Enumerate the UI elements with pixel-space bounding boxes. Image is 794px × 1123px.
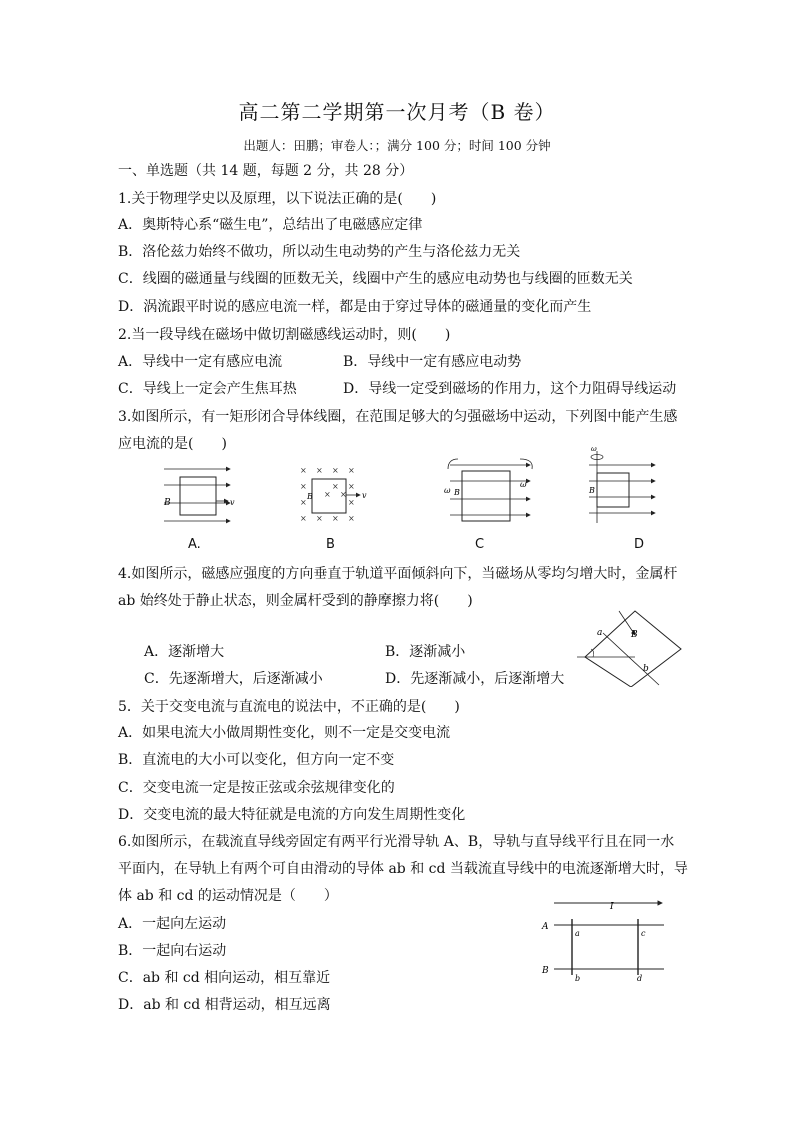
q6-stem-line1: 6.如图所示，在载流直导线旁固定有两平行光滑导轨 A、B，导轨与直导线平行且在同一水	[118, 834, 675, 850]
q6-option-b: B．一起向右运动	[118, 943, 227, 959]
svg-text:×: ×	[332, 466, 339, 475]
q3d-field-label: B	[589, 486, 595, 495]
q3b-velocity-label: v	[362, 491, 367, 500]
q4-stem-line2: ab 始终处于静止状态，则金属杆受到的静摩擦力将( )	[118, 593, 473, 609]
q6-stem-line3: 体 ab 和 cd 的运动情况是（ ）	[118, 888, 338, 904]
q3b-field-label: B	[307, 492, 313, 501]
exam-meta: 出题人：田鹏；审卷人：；满分 100 分；时间 100 分钟	[243, 138, 551, 153]
q3c-field-label: B	[454, 488, 460, 497]
page-title: 高二第二学期第一次月考（B 卷）	[238, 100, 556, 124]
q3-figure-c	[440, 455, 540, 525]
q3-caption-d: D	[634, 537, 645, 552]
svg-text:×: ×	[348, 482, 355, 491]
q3-stem-line1: 3.如图所示，有一矩形闭合导体线圈，在范围足够大的匀强磁场中运动，下列图中能产生感	[118, 409, 678, 425]
svg-text:×: ×	[300, 466, 307, 475]
q2-option-a: A．导线中一定有感应电流	[118, 354, 283, 370]
q5-option-b: B．直流电的大小可以变化，但方向一定不变	[118, 752, 395, 768]
q2-stem: 2.当一段导线在磁场中做切割磁感线运动时，则( )	[118, 327, 451, 343]
q3-caption-b: B	[326, 537, 335, 552]
svg-text:×: ×	[324, 490, 331, 499]
q6-label-a: a	[575, 929, 580, 938]
q3-caption-a: A.	[188, 537, 201, 552]
q3-figure-a	[160, 465, 240, 527]
svg-text:×: ×	[332, 482, 339, 491]
q3-stem-line2: 应电流的是( )	[118, 436, 227, 452]
q6-stem-line2: 平面内，在导轨上有两个可自由滑动的导体 ab 和 cd 当载流直导线中的电流逐渐增大时，导	[118, 861, 688, 877]
q1-option-a: A．奥斯特心系“磁生电”，总结出了电磁感应定律	[118, 217, 423, 233]
q4-stem-line1: 4.如图所示，磁感应强度的方向垂直于轨道平面倾斜向下，当磁场从零均匀增大时，金属杆	[118, 566, 678, 582]
q2-option-d: D．导线一定受到磁场的作用力，这个力阻碍导线运动	[343, 381, 677, 397]
q1-option-c: C．线圈的磁通量与线圈的匝数无关，线圈中产生的感应电动势也与线圈的匝数无关	[118, 271, 633, 287]
svg-text:×: ×	[300, 514, 307, 523]
svg-text:×: ×	[300, 482, 307, 491]
svg-text:×: ×	[316, 466, 323, 475]
q3c-omega-left: ω	[444, 486, 451, 495]
q5-stem: 5．关于交变电流与直流电的说法中，不正确的是( )	[118, 699, 460, 715]
q4-figure	[575, 605, 687, 687]
q3-figure-b	[296, 463, 376, 525]
q6-label-c: c	[641, 929, 646, 938]
q3a-field-label: B	[164, 498, 171, 508]
q1-stem: 1.关于物理学史以及原理，以下说法正确的是( )	[118, 191, 437, 207]
q6-label-b: b	[575, 974, 581, 983]
q3a-velocity-label: v	[230, 498, 235, 507]
q6-option-d: D．ab 和 cd 相背运动，相互远离	[118, 997, 331, 1013]
q2-option-c: C．导线上一定会产生焦耳热	[118, 381, 297, 397]
section-heading: 一、单选题（共 14 题，每题 2 分，共 28 分）	[118, 163, 414, 179]
q6-label-rail-b: B	[542, 966, 549, 976]
q1-option-b: B．洛伦兹力始终不做功，所以动生电动势的产生与洛伦兹力无关	[118, 244, 521, 260]
svg-text:×: ×	[340, 490, 347, 499]
q4-label-field: B	[631, 630, 638, 640]
q6-option-c: C．ab 和 cd 相向运动，相互靠近	[118, 970, 331, 986]
svg-text:×: ×	[316, 514, 323, 523]
q6-figure	[538, 895, 670, 987]
q6-label-d: d	[637, 974, 643, 983]
q4-option-b: B．逐渐减小	[385, 644, 466, 660]
q2-option-b: B．导线中一定有感应电动势	[343, 354, 522, 370]
svg-text:×: ×	[348, 498, 355, 507]
q4-option-d: D．先逐渐减小，后逐渐增大	[385, 671, 565, 687]
q3d-omega: ω	[591, 445, 597, 453]
q4-label-b: b	[643, 664, 649, 674]
svg-text:×: ×	[348, 514, 355, 523]
q6-label-current: I	[610, 902, 614, 912]
q6-option-a: A．一起向左运动	[118, 916, 227, 932]
svg-text:×: ×	[348, 466, 355, 475]
q4-label-a: a	[597, 628, 603, 638]
q3-figure-d	[585, 443, 665, 525]
svg-text:×: ×	[300, 498, 307, 507]
q3c-omega-right: ω	[520, 480, 527, 489]
q5-option-c: C．交变电流一定是按正弦或余弦规律变化的	[118, 780, 395, 796]
q4-option-c: C．先逐渐增大，后逐渐减小	[144, 671, 323, 687]
svg-text:×: ×	[332, 514, 339, 523]
q5-option-a: A．如果电流大小做周期性变化，则不一定是交变电流	[118, 725, 451, 741]
q4-option-a: A．逐渐增大	[144, 644, 225, 660]
q5-option-d: D．交变电流的最大特征就是电流的方向发生周期性变化	[118, 807, 466, 823]
q3-caption-c: C	[475, 537, 485, 552]
q1-option-d: D．涡流跟平时说的感应电流一样，都是由于穿过导体的磁通量的变化而产生	[118, 299, 592, 315]
q6-label-rail-a: A	[542, 922, 549, 932]
